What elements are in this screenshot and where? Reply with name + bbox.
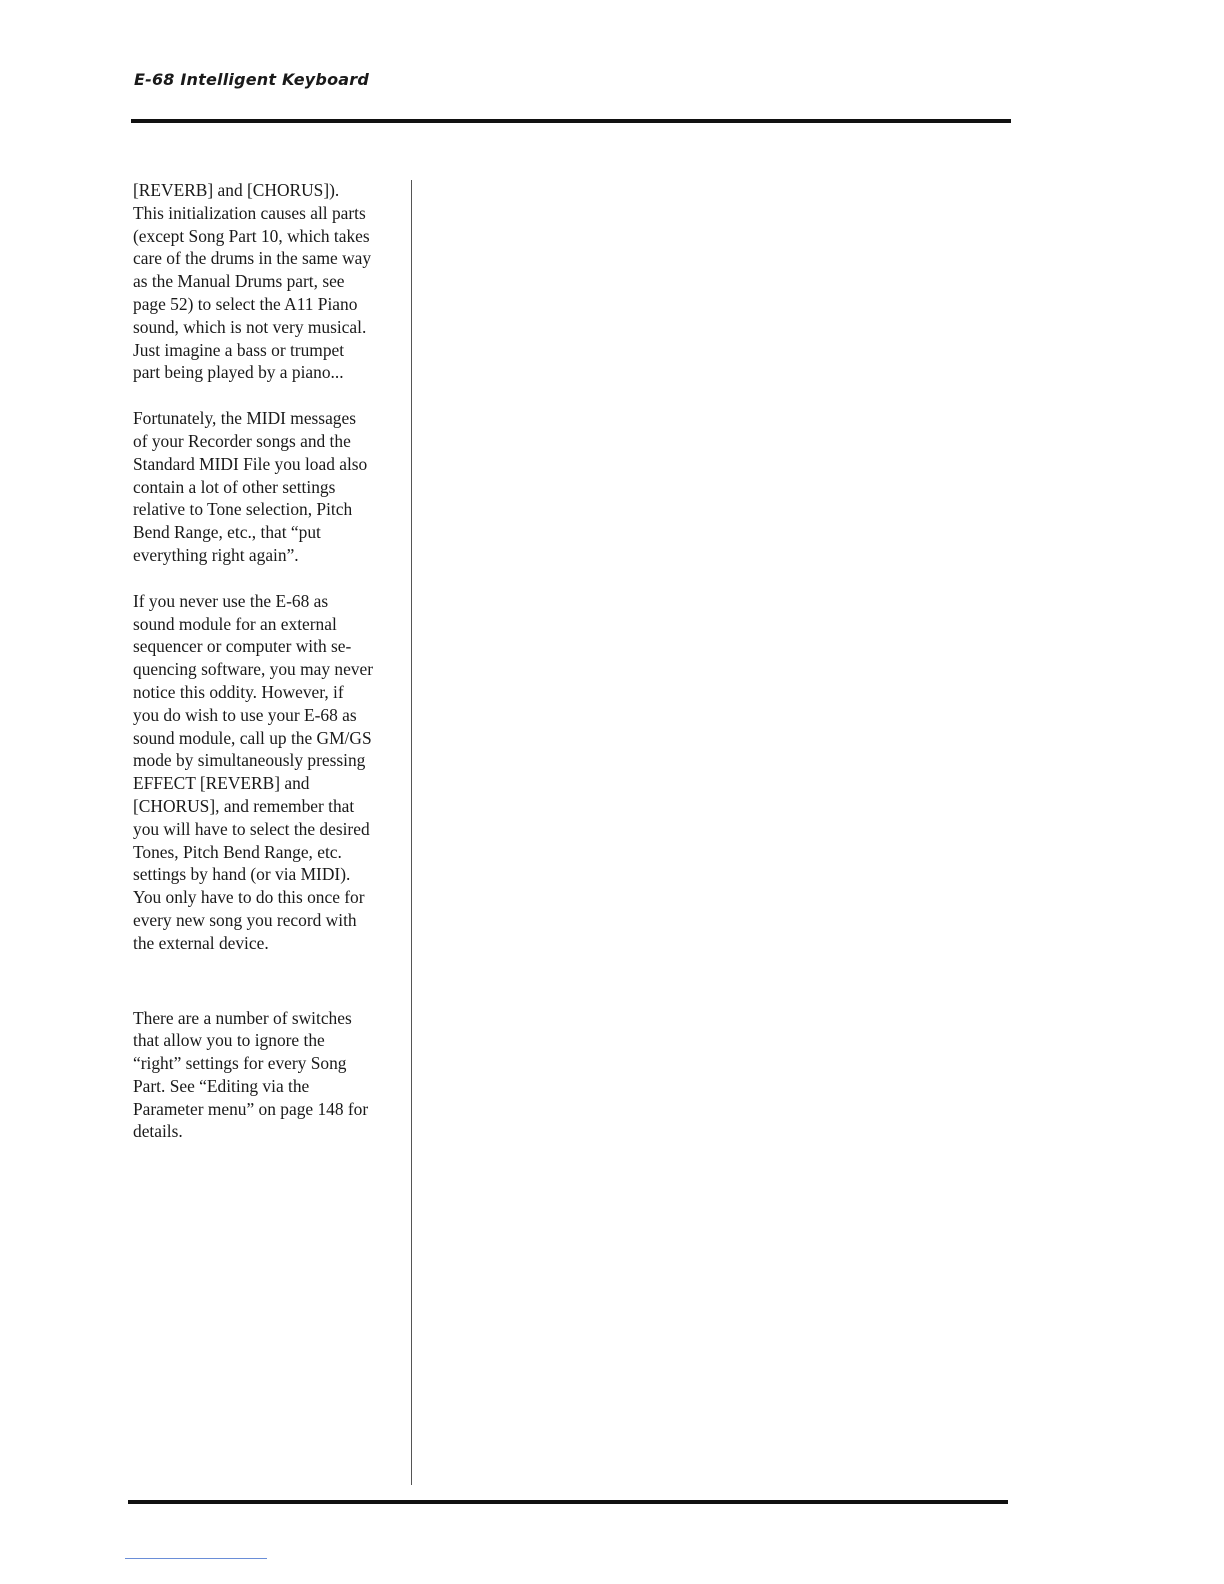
column-divider [411,180,412,1485]
paragraph-spacer [133,567,401,590]
paragraph-initialization [133,179,401,384]
text-line: notice this oddity. However, if [133,681,344,702]
paragraph-switches [133,1007,401,1144]
text-line: care of the drums in the same way [133,248,372,269]
text-line: [CHORUS], and remember that [133,795,355,816]
text-line: EFFECT [REVERB] and [133,773,310,794]
text-line: Bend Range, etc., that “put [133,522,321,543]
paragraph-spacer [133,384,401,407]
text-line: sequencer or computer with se- [133,636,352,657]
text-line: Just imagine a bass or trumpet [133,339,345,360]
text-line: “right” settings for every Song [133,1053,347,1074]
body-text-column [133,179,401,1143]
text-line: sound module, call up the GM/GS [133,727,372,748]
text-line: (except Song Part 10, which takes [133,225,370,246]
text-line: quencing software, you may never [133,659,374,680]
paragraph-spacer [133,955,401,1007]
page-header-title: E-68 Intelligent Keyboard [134,70,370,89]
text-line: of your Recorder songs and the [133,430,351,451]
paragraph-sound-module [133,590,401,955]
footer-accent-line [125,1558,267,1559]
text-line: You only have to do this once for [133,887,365,908]
text-line: Parameter menu” on page 148 for [133,1098,369,1119]
text-line: details. [133,1121,183,1142]
text-line: settings by hand (or via MIDI). [133,864,351,885]
text-line: the external device. [133,932,269,953]
text-line: that allow you to ignore the [133,1030,325,1051]
text-line: [REVERB] and [CHORUS]). [133,180,340,200]
text-line: This initialization causes all parts [133,202,366,223]
text-line: relative to Tone selection, Pitch [133,499,353,520]
text-line: Tones, Pitch Bend Range, etc. [133,841,342,862]
text-line: as the Manual Drums part, see [133,271,345,292]
text-line: Part. See “Editing via the [133,1075,310,1096]
paragraph-midi-messages [133,407,401,567]
text-line: everything right again”. [133,544,299,565]
text-line: Standard MIDI File you load also [133,453,368,474]
text-line: you do wish to use your E-68 as [133,704,357,725]
text-line: you will have to select the desired [133,818,370,839]
text-line: sound, which is not very musical. [133,316,367,337]
text-line: every new song you record with [133,909,357,930]
text-line: page 52) to select the A11 Piano [133,293,358,314]
text-line: mode by simultaneously pressing [133,750,366,771]
text-line: part being played by a piano... [133,362,344,383]
text-line: contain a lot of other settings [133,476,336,497]
text-line: Fortunately, the MIDI messages [133,408,356,429]
header-rule [131,119,1011,123]
text-line: There are a number of switches [133,1007,352,1028]
text-line: sound module for an external [133,613,337,634]
footer-rule [128,1500,1008,1504]
text-line: If you never use the E-68 as [133,590,329,611]
